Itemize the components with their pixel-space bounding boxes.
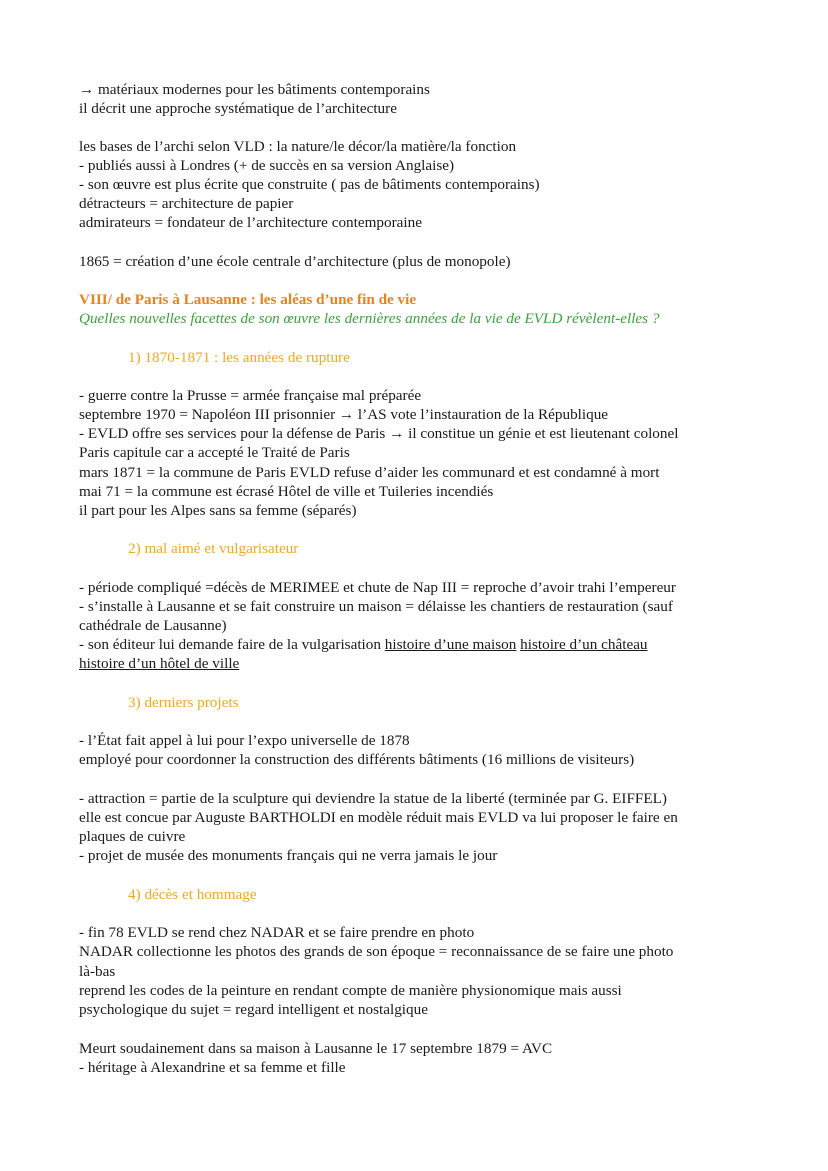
text-line: Meurt soudainement dans sa maison à Lausanne le 17 septembre 1879 = AVC <box>79 1040 553 1057</box>
text-line: - son œuvre est plus écrite que construite ( pas de bâtiments contemporains) <box>79 176 540 193</box>
text-line: - attraction = partie de la sculpture qui deviendre la statue de la liberté (terminée par G. EIFFEL) <box>79 790 667 807</box>
text-line: employé pour coordonner la construction des différents bâtiments (16 millions de visiteurs) <box>79 751 635 768</box>
text-line: - l’État fait appel à lui pour l’expo universelle de 1878 <box>79 732 410 749</box>
text-line: détracteurs = architecture de papier <box>79 195 294 212</box>
text-line: il part pour les Alpes sans sa femme (séparés) <box>79 502 357 519</box>
text-line: - période compliqué =décès de MERIMEE et chute de Nap III = reproche d’avoir trahi l’empereur <box>79 579 676 596</box>
text-line: cathédrale de Lausanne) <box>79 617 227 634</box>
text-line: là-bas <box>79 963 116 980</box>
text-line: - héritage à Alexandrine et sa femme et fille <box>79 1059 346 1076</box>
section-heading: 1) 1870-1871 : les années de rupture <box>128 349 350 366</box>
text-line: Paris capitule car a accepté le Traité de Paris <box>79 444 350 461</box>
text-line: - projet de musée des monuments français qui ne verra jamais le jour <box>79 847 498 864</box>
book-title: histoire d’un hôtel de ville <box>79 655 240 672</box>
text-line: - publiés aussi à Londres (+ de succès en sa version Anglaise) <box>79 157 455 174</box>
text-line <box>79 635 648 654</box>
text-line: plaques de cuivre <box>79 828 186 845</box>
section-heading: 4) décès et hommage <box>128 886 257 903</box>
text-line: psychologique du sujet = regard intelligent et nostalgique <box>79 1001 428 1018</box>
text-line: admirateurs = fondateur de l’architecture contemporaine <box>79 214 422 231</box>
text-line: - guerre contre la Prusse = armée française mal préparée <box>79 387 422 404</box>
book-title: histoire d’un château <box>520 636 648 653</box>
text-line: reprend les codes de la peinture en rendant compte de manière physionomique mais aussi <box>79 982 622 999</box>
text-line: il décrit une approche systématique de l’architecture <box>79 100 397 117</box>
vulgarisation-prefix: - son éditeur lui demande faire de la vulgarisation <box>79 636 385 653</box>
text-line: mars 1871 = la commune de Paris EVLD refuse d’aider les communard et est condamné à mort <box>79 464 660 481</box>
chapter-question: Quelles nouvelles facettes de son œuvre les dernières années de la vie de EVLD révèlent-elles ? <box>79 310 660 327</box>
section-heading: 2) mal aimé et vulgarisateur <box>128 540 299 557</box>
book-title: histoire d’une maison <box>384 636 517 653</box>
text-line: NADAR collectionne les photos des grands de son époque = reconnaissance de se faire une photo <box>79 943 674 960</box>
chapter-title: VIII/ de Paris à Lausanne : les aléas d’une fin de vie <box>79 291 417 308</box>
text-line: elle est concue par Auguste BARTHOLDI en modèle réduit mais EVLD va lui proposer le faire en <box>79 809 678 826</box>
text-line: septembre 1970 = Napoléon III prisonnier → l’AS vote l’instauration de la République <box>79 406 609 423</box>
text-line: → matériaux modernes pour les bâtiments contemporains <box>79 81 430 98</box>
text-line: - fin 78 EVLD se rend chez NADAR et se faire prendre en photo <box>79 924 475 941</box>
text-line: 1865 = création d’une école centrale d’architecture (plus de monopole) <box>79 253 511 270</box>
text-line: les bases de l’archi selon VLD : la nature/le décor/la matière/la fonction <box>79 138 517 155</box>
text-line: - EVLD offre ses services pour la défense de Paris → il constitue un génie et est lieutenant colonel <box>79 425 679 442</box>
text-line: - s’installe à Lausanne et se fait construire un maison = délaisse les chantiers de restauration (sauf <box>79 598 673 615</box>
text-line: mai 71 = la commune est écrasé Hôtel de ville et Tuileries incendiés <box>79 483 494 500</box>
section-heading: 3) derniers projets <box>128 694 239 711</box>
text-line <box>79 654 239 673</box>
